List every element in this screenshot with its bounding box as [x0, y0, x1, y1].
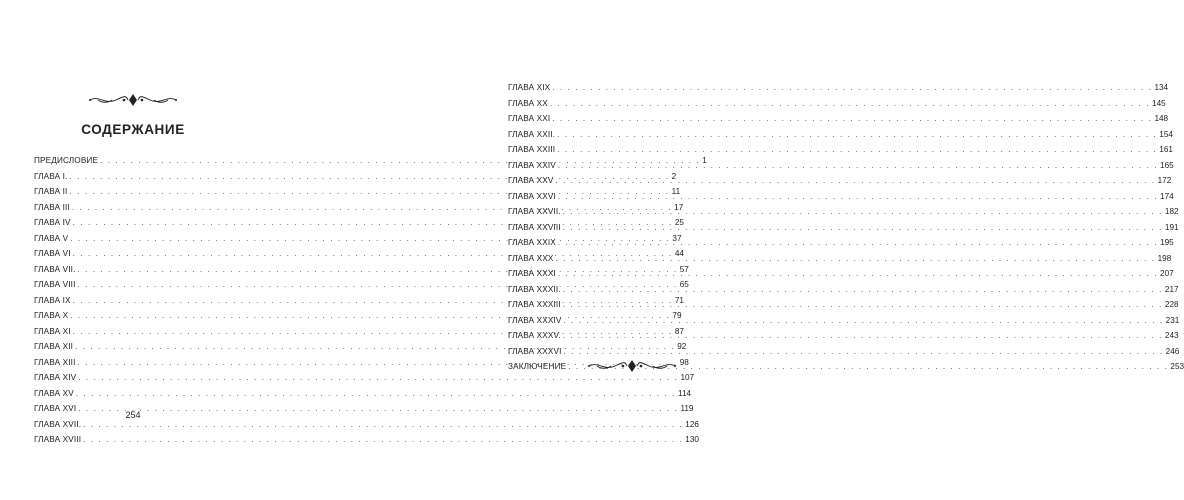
dot-leader	[564, 344, 1164, 360]
toc-entry	[34, 386, 692, 402]
toc-entry	[508, 297, 1179, 313]
toc-entry-label: ГЛАВА XXV	[508, 176, 554, 185]
toc-entry	[508, 80, 1169, 96]
toc-entry	[508, 189, 1174, 205]
toc-entry-label: ГЛАВА XIV	[34, 373, 77, 382]
dot-leader	[550, 96, 1150, 112]
dot-leader	[558, 189, 1158, 205]
toc-entry-label: ПРЕДИСЛОВИЕ	[34, 156, 99, 165]
dot-leader	[552, 80, 1152, 96]
toc-entry	[508, 158, 1174, 174]
toc-entry-page: 165	[1160, 160, 1174, 170]
toc-entry-page: 130	[685, 435, 699, 444]
dot-leader	[564, 313, 1164, 329]
toc-entry-page: 228	[1164, 300, 1179, 309]
dot-leader	[555, 251, 1155, 267]
toc-entry-page: 191	[1164, 222, 1179, 232]
toc-entry-page: 17	[674, 202, 684, 212]
dot-leader	[557, 142, 1157, 158]
toc-entry-label: ГЛАВА XXXI	[508, 269, 556, 278]
toc-entry-page: 134	[1154, 83, 1169, 92]
toc-entry-page: 44	[674, 249, 684, 258]
toc-entry-page: 207	[1160, 269, 1174, 278]
toc-list-right	[508, 80, 1184, 375]
toc-entry-page: 79	[672, 311, 682, 320]
dot-leader	[555, 173, 1155, 189]
toc-entry-label: ГЛАВА III	[34, 202, 70, 212]
toc-entry	[508, 173, 1172, 189]
toc-entry-page: 243	[1164, 331, 1179, 340]
dot-leader	[552, 111, 1152, 127]
toc-entry-label: ГЛАВА XXVI	[508, 191, 556, 201]
toc-entry-label: ГЛАВА II	[34, 187, 68, 196]
toc-entry-label: ГЛАВА XVII.	[34, 419, 82, 429]
toc-entry-page: 98	[679, 357, 689, 367]
toc-entry-label: ГЛАВА VI	[34, 249, 71, 258]
toc-entry-page: 161	[1159, 145, 1173, 154]
toc-entry-label: ГЛАВА XX	[508, 98, 548, 108]
toc-entry-label: ГЛАВА XXI	[508, 114, 551, 123]
toc-entry-label: ГЛАВА XV	[34, 388, 74, 398]
toc-entry-label: ГЛАВА I.	[34, 171, 68, 181]
toc-entry-page: 253	[1170, 362, 1184, 371]
toc-entry-page: 174	[1160, 191, 1174, 201]
toc-entry	[508, 251, 1172, 267]
dot-leader	[563, 328, 1163, 344]
toc-entry-label: ГЛАВА XI	[34, 326, 71, 336]
toc-entry-page: 107	[680, 373, 695, 382]
toc-entry-label: ГЛАВА XXIII	[508, 145, 556, 154]
toc-entry-label: ГЛАВА VII.	[34, 264, 76, 274]
toc-entry-page: 172	[1157, 176, 1172, 185]
flourish-divider-icon	[587, 358, 677, 374]
toc-entry	[508, 142, 1173, 158]
dot-leader	[563, 204, 1163, 220]
toc-entry-page: 37	[672, 233, 682, 243]
toc-entry-label: ГЛАВА XXXIV	[508, 315, 562, 325]
toc-entry-label: ГЛАВА XXX	[508, 253, 554, 263]
toc-entry-label: ГЛАВА VIII	[34, 280, 76, 289]
dot-leader	[557, 127, 1157, 143]
toc-entry-label: ГЛАВА XXXII.	[508, 284, 561, 294]
toc-entry-label: ГЛАВА IX	[34, 295, 71, 305]
toc-entry	[508, 127, 1173, 143]
toc-entry-label: ГЛАВА XXXIII	[508, 300, 561, 309]
dot-leader	[558, 235, 1158, 251]
toc-entry-page: 119	[680, 404, 694, 413]
toc-title: СОДЕРЖАНИЕ	[81, 122, 185, 137]
toc-entry-label: ГЛАВА XXVIII	[508, 222, 561, 232]
toc-entry-page: 57	[679, 264, 689, 274]
toc-entry-page: 145	[1152, 98, 1166, 108]
toc-entry-page: 71	[674, 295, 684, 305]
dot-leader	[563, 282, 1163, 298]
toc-entry-label: ГЛАВА V	[34, 233, 69, 243]
toc-entry	[508, 204, 1179, 220]
toc-entry-label: ГЛАВА XXIV	[508, 160, 556, 170]
toc-entry-page: 198	[1157, 253, 1172, 263]
toc-entry-page: 1	[702, 156, 707, 165]
toc-entry-page: 87	[674, 326, 684, 336]
dot-leader	[558, 266, 1158, 282]
toc-entry-label: ГЛАВА XXXV.	[508, 331, 561, 340]
toc-entry-page: 25	[674, 218, 684, 227]
toc-entry	[508, 220, 1179, 236]
toc-entry	[508, 111, 1169, 127]
toc-entry	[508, 344, 1180, 360]
flourish-divider-icon	[88, 92, 178, 108]
toc-entry-label: ГЛАВА XXII.	[508, 129, 556, 139]
toc-entry	[508, 313, 1180, 329]
page-number: 254	[125, 410, 141, 420]
toc-entry	[34, 370, 695, 386]
toc-entry-label: ГЛАВА X	[34, 311, 69, 320]
toc-entry-page: 11	[671, 187, 681, 196]
toc-entry-page: 182	[1164, 207, 1179, 216]
toc-entry-label: ГЛАВА XXXVI	[508, 346, 562, 356]
toc-entry-page: 195	[1160, 238, 1174, 247]
toc-entry-label: ГЛАВА XXIX	[508, 238, 556, 247]
toc-entry-label: ГЛАВА XIII	[34, 357, 76, 367]
toc-entry-page: 217	[1164, 284, 1179, 294]
toc-entry-label: ГЛАВА XVI	[34, 404, 77, 413]
toc-entry-page: 126	[685, 419, 699, 429]
toc-entry-page: 231	[1165, 315, 1180, 325]
toc-entry-page: 2	[671, 171, 677, 181]
toc-entry	[508, 328, 1179, 344]
toc-entry-label: ГЛАВА XVIII	[34, 435, 82, 444]
toc-entry-label: ГЛАВА XIX	[508, 83, 551, 92]
toc-entry	[508, 266, 1174, 282]
toc-entry-label: ЗАКЛЮЧЕНИЕ	[508, 362, 567, 371]
dot-leader	[563, 220, 1163, 236]
toc-entry	[508, 235, 1174, 251]
toc-entry	[508, 282, 1179, 298]
toc-entry-label: ГЛАВА XII	[34, 342, 74, 351]
toc-entry-page: 65	[679, 280, 689, 289]
toc-entry-page: 92	[677, 342, 687, 351]
toc-entry-label: ГЛАВА XXVII.	[508, 207, 561, 216]
dot-leader	[563, 297, 1163, 313]
toc-entry	[34, 432, 699, 448]
toc-entry-page: 246	[1165, 346, 1180, 356]
toc-entry-page: 148	[1154, 114, 1169, 123]
toc-entry-label: ГЛАВА IV	[34, 218, 71, 227]
toc-entry-page: 114	[678, 388, 692, 398]
toc-entry-page: 154	[1159, 129, 1173, 139]
dot-leader	[558, 158, 1158, 174]
toc-entry	[508, 96, 1166, 112]
